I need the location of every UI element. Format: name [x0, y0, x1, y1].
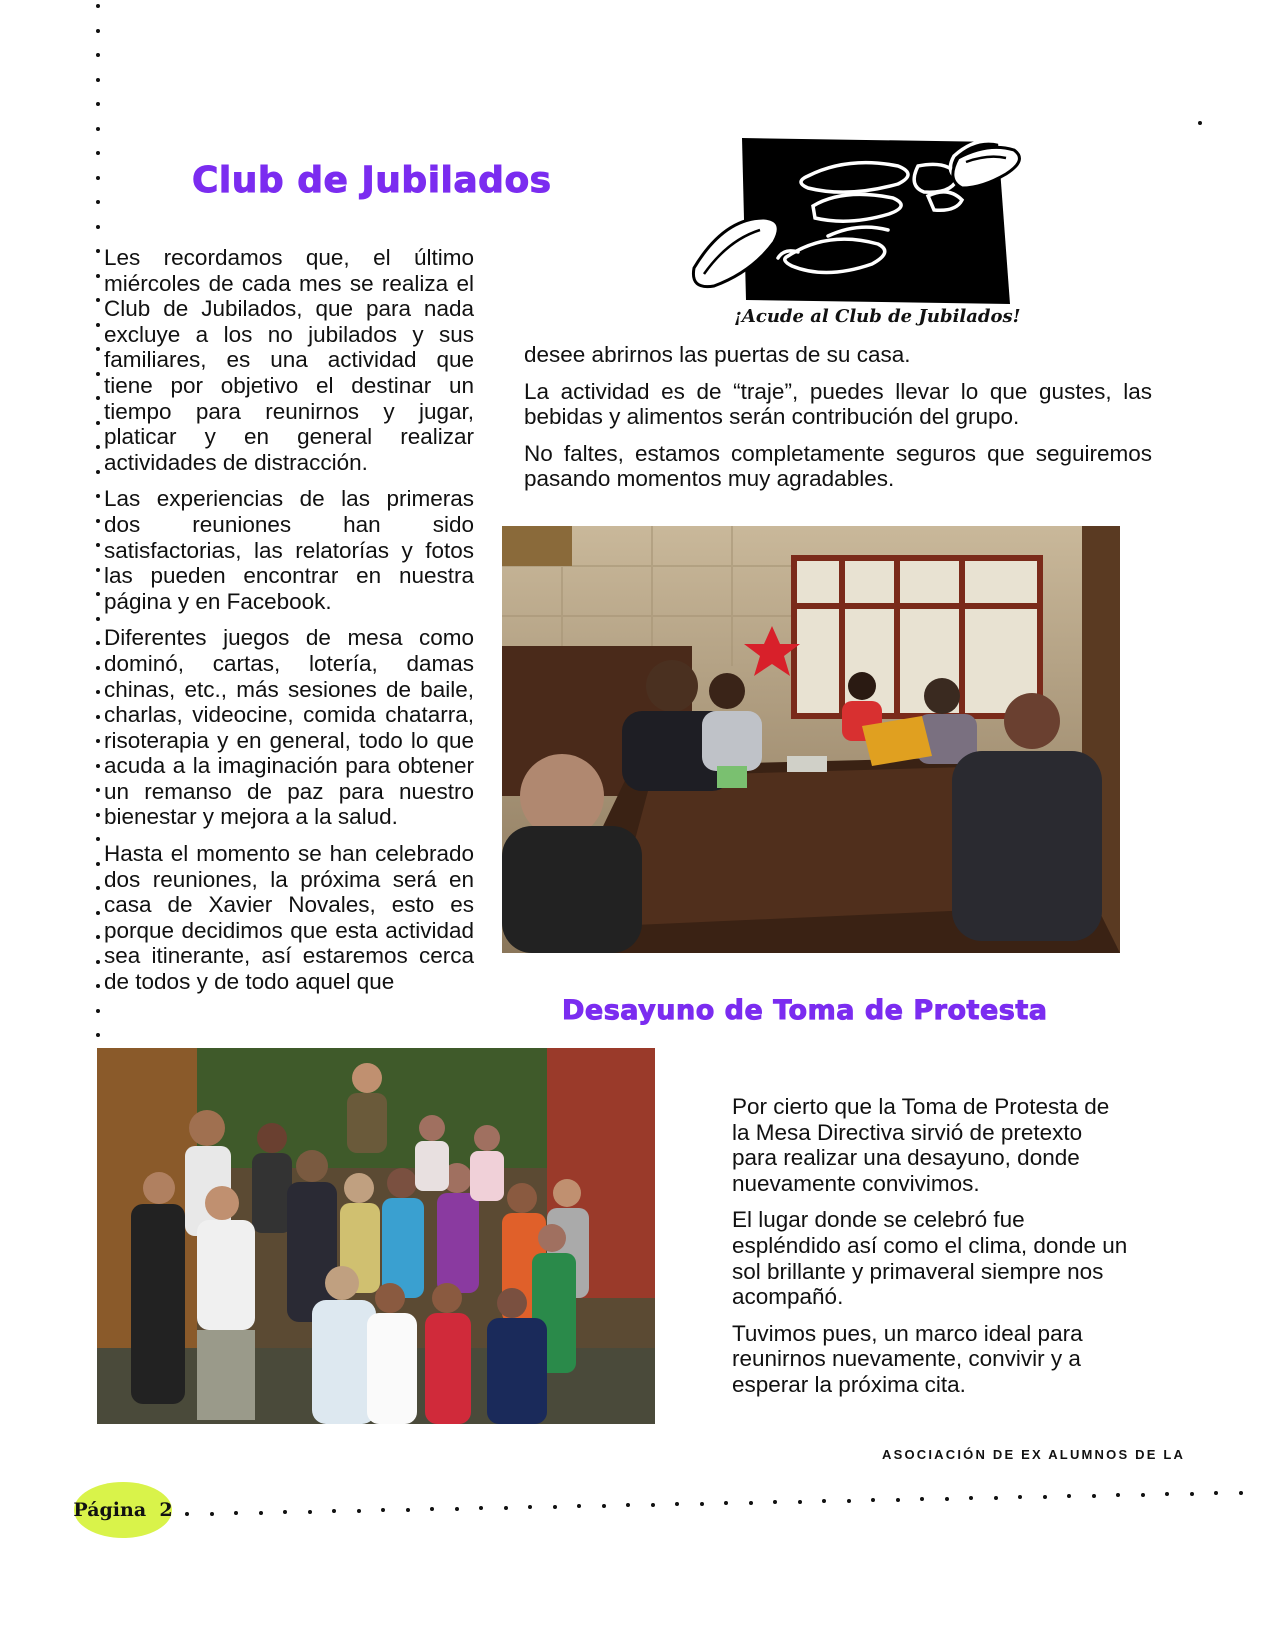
border-dot [626, 1503, 630, 1507]
border-dot [96, 519, 100, 523]
border-dot [96, 323, 100, 327]
paragraph: desee abrirnos las puertas de su casa. [524, 342, 911, 367]
border-dot [308, 1510, 312, 1514]
border-dot [871, 1498, 875, 1502]
border-dot [675, 1502, 679, 1506]
border-dot [969, 1496, 973, 1500]
paragraph: No faltes, estamos completamente seguros que seguiremos pasando momentos muy agradables. [524, 440, 1152, 492]
border-dot [96, 715, 100, 719]
border-dot [96, 935, 100, 939]
border-dot [283, 1510, 287, 1514]
border-dot [357, 1509, 361, 1513]
border-dot [430, 1507, 434, 1511]
section2-text [732, 1094, 1132, 1409]
photo-club-meeting [502, 526, 1120, 953]
border-dot [1239, 1491, 1243, 1495]
border-dot [896, 1498, 900, 1502]
border-dot [96, 78, 100, 82]
border-dot [96, 886, 100, 890]
paragraph: Por cierto que la Toma de Protesta de la Mesa Directiva sirvió de pretexto para realizar una desayuno, donde nuevamente convivimos. [732, 1094, 1110, 1196]
left-dotted-border [96, 0, 102, 1100]
border-dot [96, 102, 100, 106]
paragraph: Las experiencias de las primeras dos reuniones han sido satisfactorias, las relatorías y fotos las pueden encontrar en nuestra página y en Facebook. [104, 486, 474, 614]
border-dot [1165, 1492, 1169, 1496]
border-dot [1116, 1493, 1120, 1497]
border-dot [96, 764, 100, 768]
border-dot [96, 298, 100, 302]
bottom-dotted-border [185, 1490, 1265, 1520]
border-dot [96, 176, 100, 180]
section-title-desayuno: Desayuno de Toma de Protesta [562, 995, 1048, 1026]
border-dot [96, 739, 100, 743]
border-dot [602, 1504, 606, 1508]
border-dot [96, 568, 100, 572]
border-dot [96, 494, 100, 498]
border-dot [96, 862, 100, 866]
border-dot [96, 788, 100, 792]
paragraph: Les recordamos que, el último miércoles de cada mes se realiza el Club de Jubilados, que para nada excluye a los no jubilados y sus familiares, es una actividad que tiene por objetivo el destinar un tiempo para reunirnos y jugar, platicar y en general realizar actividades de distracción. [104, 245, 474, 475]
photo-group-breakfast [97, 1048, 655, 1424]
paragraph: Hasta el momento se han celebrado dos reuniones, la próxima será en casa de Xavier Novales, esto es porque decidimos que esta actividad sea itinerante, así estaremos cerca de todos y de todo aquel que [104, 841, 474, 995]
dancing-footprints-icon [688, 136, 1028, 306]
paragraph: Tuvimos pues, un marco ideal para reunirnos nuevamente, convivir y a esperar la próxima cita. [732, 1320, 1083, 1397]
border-dot [96, 4, 100, 8]
border-dot [185, 1512, 189, 1516]
border-dot [822, 1499, 826, 1503]
border-dot [504, 1506, 508, 1510]
border-dot [96, 911, 100, 915]
border-dot [96, 470, 100, 474]
border-dot [1214, 1491, 1218, 1495]
paragraph: La actividad es de “traje”, puedes llevar lo que gustes, las bebidas y alimentos serán contribución del grupo. [524, 378, 1152, 430]
border-dot [96, 592, 100, 596]
left-column-text [104, 245, 474, 1006]
border-dot [96, 837, 100, 841]
border-dot [96, 225, 100, 229]
border-dot [96, 29, 100, 33]
right-column-text [524, 342, 1152, 503]
border-dot [1190, 1492, 1194, 1496]
border-dot [1043, 1495, 1047, 1499]
border-dot [1018, 1495, 1022, 1499]
page-number-badge [74, 1482, 172, 1538]
border-dot [96, 543, 100, 547]
footer-organization: ASOCIACIÓN DE EX ALUMNOS DE LA [882, 1447, 1186, 1462]
border-dot [406, 1508, 410, 1512]
border-dot [1067, 1494, 1071, 1498]
border-dot [96, 249, 100, 253]
border-dot [96, 347, 100, 351]
border-dot [259, 1511, 263, 1515]
border-dot [96, 1009, 100, 1013]
border-dot [553, 1505, 557, 1509]
border-dot [96, 690, 100, 694]
border-dot [96, 617, 100, 621]
border-dot [96, 445, 100, 449]
border-dot [96, 151, 100, 155]
border-dot [994, 1496, 998, 1500]
border-dot [724, 1501, 728, 1505]
border-dot [945, 1497, 949, 1501]
border-dot [234, 1511, 238, 1515]
border-dot [96, 274, 100, 278]
border-dot [798, 1500, 802, 1504]
border-dot [96, 372, 100, 376]
paragraph: Diferentes juegos de mesa como dominó, cartas, lotería, damas chinas, etc., más sesiones de baile, charlas, videocine, comida chatarra, risoterapia y en general, todo lo que acuda a la imaginación para obtener un remanso de paz para nuestro bienestar y mejora a la salud. [104, 625, 474, 830]
page-number: Página 2 [73, 1499, 173, 1521]
border-dot [773, 1500, 777, 1504]
border-dot [479, 1506, 483, 1510]
border-dot [96, 666, 100, 670]
border-dot [96, 1033, 100, 1037]
border-dot [381, 1508, 385, 1512]
border-dot [96, 421, 100, 425]
border-dot [96, 200, 100, 204]
border-dot [1141, 1493, 1145, 1497]
border-dot [1092, 1494, 1096, 1498]
border-dot [96, 984, 100, 988]
paragraph: El lugar donde se celebró fue espléndido así como el clima, donde un sol brillante y primaveral siempre nos acompañó. [732, 1207, 1128, 1310]
image-caption: ¡Acude al Club de Jubilados! [734, 306, 1021, 327]
border-dot [96, 53, 100, 57]
border-dot [920, 1497, 924, 1501]
border-dot [96, 641, 100, 645]
border-dot [96, 127, 100, 131]
border-dot [528, 1505, 532, 1509]
border-dot [577, 1504, 581, 1508]
border-dot [700, 1502, 704, 1506]
border-dot [455, 1507, 459, 1511]
section-title-club-jubilados: Club de Jubilados [192, 160, 552, 201]
border-dot [96, 960, 100, 964]
corner-dot [1198, 121, 1202, 125]
border-dot [847, 1499, 851, 1503]
border-dot [651, 1503, 655, 1507]
border-dot [96, 813, 100, 817]
border-dot [96, 396, 100, 400]
border-dot [749, 1501, 753, 1505]
border-dot [332, 1509, 336, 1513]
border-dot [210, 1512, 214, 1516]
